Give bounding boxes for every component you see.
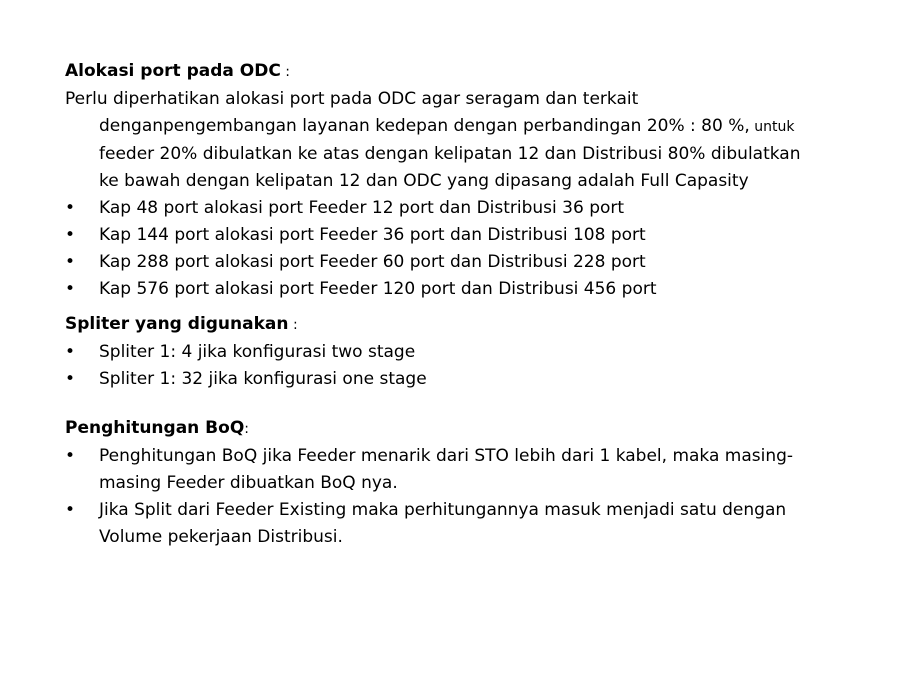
list-item bbox=[65, 249, 865, 276]
list-item bbox=[65, 497, 865, 551]
intro-line-4: ke bawah dengan kelipatan 12 dan ODC yang dipasang adalah Full Capasity bbox=[99, 171, 749, 191]
spacer bbox=[65, 303, 865, 311]
intro-line-2 bbox=[65, 113, 865, 141]
intro-line-2-main: denganpengembangan layanan kedepan dengan perbandingan 20% : 80 %, bbox=[99, 116, 750, 136]
bullet-icon: • bbox=[65, 500, 76, 520]
list-item-text: Spliter 1: 4 jika konfigurasi two stage bbox=[99, 342, 416, 362]
boq-heading bbox=[65, 415, 865, 443]
list-item bbox=[65, 222, 865, 249]
splitter-heading bbox=[65, 311, 865, 339]
intro-line-2-tail: untuk bbox=[749, 119, 795, 135]
intro-line-1: Perlu diperhatikan alokasi port pada ODC agar seragam dan terkait bbox=[65, 89, 639, 109]
bullet-icon: • bbox=[65, 252, 76, 272]
heading-text: Penghitungan BoQ bbox=[65, 418, 245, 438]
heading-suffix: : bbox=[244, 421, 249, 437]
bullet-icon: • bbox=[65, 342, 76, 362]
list-item bbox=[65, 339, 865, 366]
bullet-icon: • bbox=[65, 198, 76, 218]
list-item bbox=[65, 366, 865, 393]
list-item-text: Kap 144 port alokasi port Feeder 36 port dan Distribusi 108 port bbox=[99, 225, 646, 245]
spacer bbox=[65, 393, 865, 415]
list-item-text-line-1: Penghitungan BoQ jika Feeder menarik dari STO lebih dari 1 kabel, maka masing- bbox=[99, 446, 794, 466]
list-item-text-line-2: masing Feeder dibuatkan BoQ nya. bbox=[99, 473, 398, 493]
port-capacity-list bbox=[65, 195, 865, 303]
bullet-icon: • bbox=[65, 369, 76, 389]
bullet-icon: • bbox=[65, 446, 76, 466]
list-item-text: Spliter 1: 32 jika konfigurasi one stage bbox=[99, 369, 427, 389]
list-item bbox=[65, 443, 865, 497]
slide-content bbox=[65, 58, 865, 551]
heading-text: Spliter yang digunakan bbox=[65, 314, 289, 334]
bullet-icon: • bbox=[65, 279, 76, 299]
list-item bbox=[65, 276, 865, 303]
intro-line-3: feeder 20% dibulatkan ke atas dengan kelipatan 12 dan Distribusi 80% dibulatkan bbox=[99, 144, 801, 164]
boq-list bbox=[65, 443, 865, 551]
splitter-list bbox=[65, 339, 865, 393]
list-item-text: Kap 576 port alokasi port Feeder 120 port dan Distribusi 456 port bbox=[99, 279, 657, 299]
heading-suffix: : bbox=[280, 64, 290, 80]
heading-suffix: : bbox=[288, 317, 298, 333]
list-item bbox=[65, 195, 865, 222]
heading-text: Alokasi port pada ODC bbox=[65, 61, 281, 81]
list-item-text: Kap 48 port alokasi port Feeder 12 port dan Distribusi 36 port bbox=[99, 198, 625, 218]
list-item-text: Kap 288 port alokasi port Feeder 60 port dan Distribusi 228 port bbox=[99, 252, 646, 272]
list-item-text-line-2: Volume pekerjaan Distribusi. bbox=[99, 527, 343, 547]
odc-port-allocation-heading bbox=[65, 58, 865, 86]
bullet-icon: • bbox=[65, 225, 76, 245]
list-item-text-line-1: Jika Split dari Feeder Existing maka perhitungannya masuk menjadi satu dengan bbox=[99, 500, 787, 520]
